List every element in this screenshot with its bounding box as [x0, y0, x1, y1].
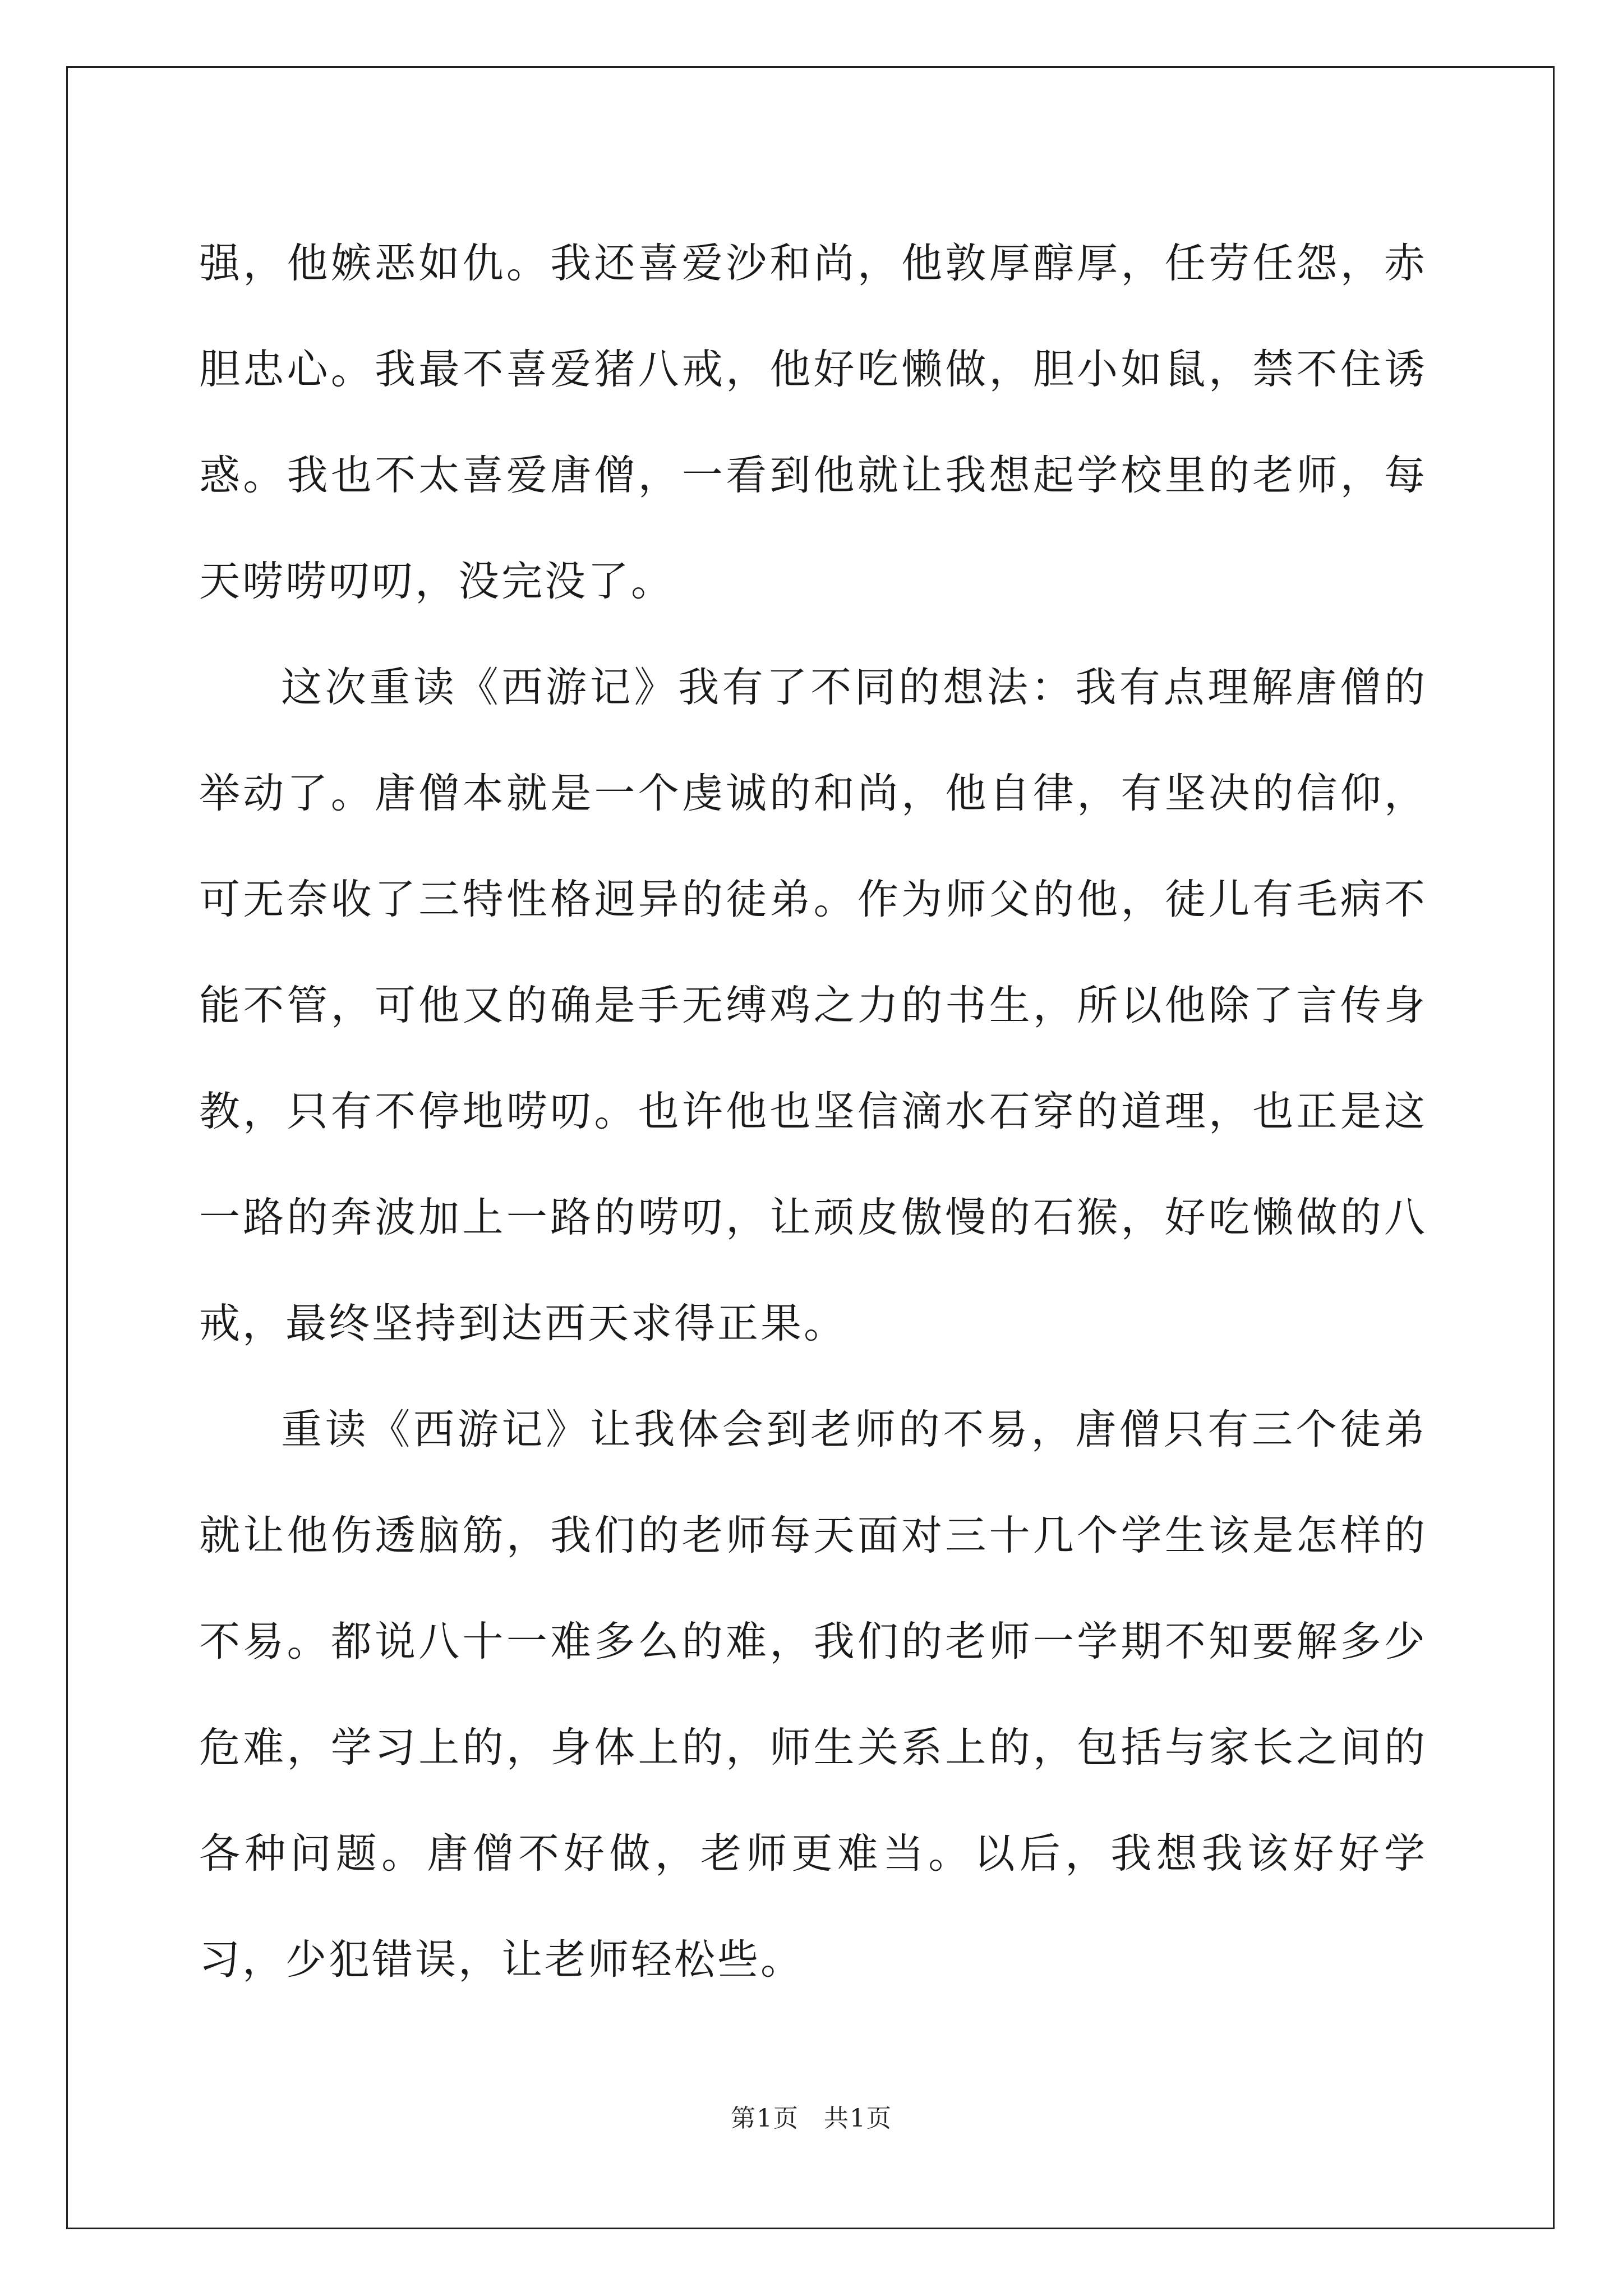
page-number-total: 共1页	[824, 2104, 892, 2133]
document-body	[199, 210, 1427, 2013]
paragraph-1: 强，他嫉恶如仇。我还喜爱沙和尚，他敦厚醇厚，任劳任怨，赤胆忠心。我最不喜爱猪八戒，他好吃懒做，胆小如鼠，禁不住诱惑。我也不太喜爱唐僧，一看到他就让我想起学校里的老师，每天唠唠叨叨，没完没了。	[199, 240, 1427, 605]
paragraph-3: 重读《西游记》让我体会到老师的不易，唐僧只有三个徒弟就让他伤透脑筋，我们的老师每天面对三十几个学生该是怎样的不易。都说八十一难多么的难，我们的老师一学期不知要解多少危难，学习上的，身体上的，师生关系上的，包括与家长之间的各种问题。唐僧不好做，老师更难当。以后，我想我该好好学习，少犯错误，让老师轻松些。	[199, 1406, 1427, 1984]
page-number-current: 第1页	[731, 2104, 799, 2133]
page-footer	[0, 2098, 1623, 2134]
paragraph-2: 这次重读《西游记》我有了不同的想法：我有点理解唐僧的举动了。唐僧本就是一个虔诚的和尚，他自律，有坚决的信仰，可无奈收了三特性格迥异的徒弟。作为师父的他，徒儿有毛病不能不管，可他又的确是手无缚鸡之力的书生，所以他除了言传身教，只有不停地唠叨。也许他也坚信滴水石穿的道理，也正是这一路的奔波加上一路的唠叨，让顽皮傲慢的石猴，好吃懒做的八戒，最终坚持到达西天求得正果。	[199, 664, 1427, 1347]
